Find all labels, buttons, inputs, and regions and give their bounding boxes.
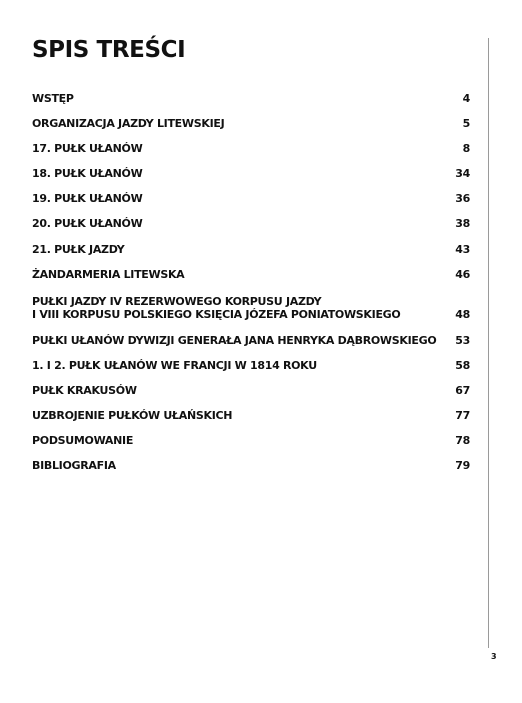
margin-rule	[488, 38, 489, 648]
toc-entry-title-line: 1. I 2. PUŁK UŁANÓW WE FRANCJI W 1814 ROKU	[32, 359, 317, 372]
toc-entry-title	[32, 409, 232, 422]
toc-entry-page-number: 78	[455, 434, 470, 447]
toc-entry-page-number: 67	[455, 384, 470, 397]
toc-entry-page-number: 38	[455, 217, 470, 230]
toc-entry-title	[32, 459, 116, 472]
toc-entry-page-number: 79	[455, 459, 470, 472]
toc-entry	[32, 295, 470, 321]
toc-entry	[32, 459, 470, 472]
page-number: 3	[491, 652, 497, 661]
toc-entry-title-line: I VIII KORPUSU POLSKIEGO KSIĘCIA JÓZEFA PONIATOWSKIEGO	[32, 308, 401, 321]
toc-entry-title-line: PUŁK KRAKUSÓW	[32, 384, 137, 397]
toc-entry-title-line: PODSUMOWANIE	[32, 434, 134, 447]
toc-entry-title-line: PUŁKI UŁANÓW DYWIZJI GENERAŁA JANA HENRYKA DĄBROWSKIEGO	[32, 334, 437, 347]
toc-entry	[32, 384, 470, 397]
toc-entry-title	[32, 295, 400, 321]
toc-entry-title	[32, 142, 142, 155]
toc-entry-title-line: ŻANDARMERIA LITEWSKA	[32, 268, 185, 281]
toc-entry-title	[32, 268, 184, 281]
toc-entry-title	[32, 167, 142, 180]
toc-entry-title-line: 21. PUŁK JAZDY	[32, 243, 125, 256]
toc-entry-page-number: 34	[455, 167, 470, 180]
toc-entry-title-line: 20. PUŁK UŁANÓW	[32, 217, 143, 230]
toc-entry-page-number: 43	[455, 243, 470, 256]
toc-entry-page-number: 77	[455, 409, 470, 422]
toc-entry-page-number: 58	[455, 359, 470, 372]
toc-entry	[32, 117, 470, 130]
toc-entry-title-line: PUŁKI JAZDY IV REZERWOWEGO KORPUSU JAZDY	[32, 295, 322, 308]
toc-entry	[32, 192, 470, 205]
toc-entry-title-line: WSTĘP	[32, 92, 74, 105]
toc-entry-page-number: 5	[462, 117, 470, 130]
toc-entry-page-number: 8	[462, 142, 470, 155]
toc-entry-title	[32, 334, 436, 347]
toc-entry	[32, 92, 470, 105]
toc-entry-title	[32, 384, 137, 397]
toc-entry-title-line: UZBROJENIE PUŁKÓW UŁAŃSKICH	[32, 409, 233, 422]
toc-entry-title	[32, 243, 124, 256]
toc-entry	[32, 409, 470, 422]
toc-entry-page-number: 4	[462, 92, 470, 105]
toc-entry	[32, 167, 470, 180]
toc-entry-title	[32, 117, 224, 130]
toc-entry	[32, 142, 470, 155]
toc-entry-title	[32, 434, 133, 447]
toc-entry-page-number: 48	[455, 308, 470, 321]
toc-entry	[32, 334, 470, 347]
toc-entry-page-number: 53	[455, 334, 470, 347]
toc-entry-title-line: BIBLIOGRAFIA	[32, 459, 116, 472]
toc-entry	[32, 359, 470, 372]
toc-entry	[32, 243, 470, 256]
toc-entry-page-number: 46	[455, 268, 470, 281]
toc-entry-title	[32, 192, 142, 205]
toc-entry-title-line: 17. PUŁK UŁANÓW	[32, 142, 143, 155]
toc-entry-page-number: 36	[455, 192, 470, 205]
toc-entry-title	[32, 92, 74, 105]
toc-entry	[32, 217, 470, 230]
toc-entry	[32, 434, 470, 447]
toc-entry	[32, 268, 470, 281]
page-title: SPIS TREŚCI	[32, 37, 186, 63]
toc-entry-title-line: 19. PUŁK UŁANÓW	[32, 192, 143, 205]
toc-entry-title-line: ORGANIZACJA JAZDY LITEWSKIEJ	[32, 117, 225, 130]
toc-entry-title	[32, 359, 317, 372]
toc-entry-title-line: 18. PUŁK UŁANÓW	[32, 167, 143, 180]
toc-entry-title	[32, 217, 142, 230]
